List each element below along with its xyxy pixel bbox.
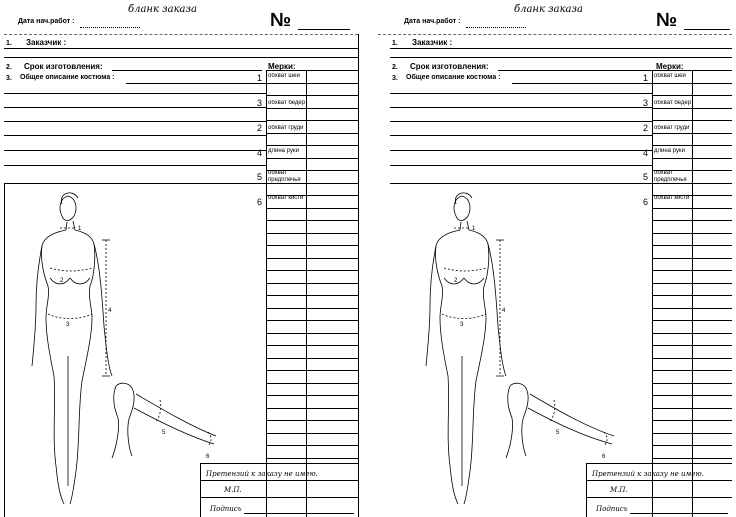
- signature-text: Подпись: [596, 505, 628, 513]
- measure-label: обхват шеи: [654, 73, 686, 79]
- stamp-text: М.П.: [224, 486, 242, 494]
- measure-num: 1: [642, 73, 648, 83]
- measurements-title: Мерки:: [268, 62, 296, 71]
- customer-line-2[interactable]: [390, 57, 732, 58]
- measure-num: 1: [256, 73, 262, 83]
- measure-label: обхват предплечья: [268, 170, 301, 183]
- description-line[interactable]: [4, 135, 266, 136]
- table-row-line: [652, 370, 732, 371]
- description-line[interactable]: [390, 150, 652, 151]
- table-row-line: [652, 445, 732, 446]
- figure-label-2: 2: [60, 278, 64, 284]
- table-row-line: [266, 145, 358, 146]
- date-field[interactable]: [80, 27, 140, 28]
- customer-label: Заказчик :: [26, 38, 67, 47]
- table-row-line: [266, 70, 358, 71]
- table-row-line: [652, 258, 732, 259]
- table-row-line: [652, 358, 732, 359]
- measure-label: длина руки: [268, 148, 299, 154]
- table-row-line: [652, 245, 732, 246]
- table-row-line: [266, 370, 358, 371]
- figure-label-2: 2: [454, 278, 458, 284]
- table-row-line: [652, 283, 732, 284]
- body-figure-sketch: [20, 186, 220, 516]
- figure-label-6: 6: [602, 454, 606, 460]
- figure-label-6: 6: [206, 454, 210, 460]
- table-row-line: [266, 345, 358, 346]
- table-row-line: [652, 233, 732, 234]
- table-row-line: [266, 245, 358, 246]
- table-row-line: [652, 145, 732, 146]
- table-row-line: [266, 295, 358, 296]
- table-row-line: [266, 133, 358, 134]
- table-row-line: [266, 120, 358, 121]
- measure-label: обхват кисти: [654, 195, 690, 201]
- figure-label-1: 1: [472, 226, 476, 232]
- table-row-line: [266, 220, 358, 221]
- table-row-line: [266, 283, 358, 284]
- table-row-line: [652, 108, 732, 109]
- stamp-text: М.П.: [610, 486, 628, 494]
- measure-num: 3: [642, 98, 648, 108]
- signature-field[interactable]: [244, 513, 354, 514]
- table-row-line: [266, 83, 358, 84]
- table-row-line: [652, 133, 732, 134]
- order-form-right: [374, 0, 736, 517]
- description-label: Общее описание костюма :: [406, 74, 501, 81]
- deadline-field[interactable]: [112, 70, 262, 71]
- table-row-line: [266, 320, 358, 321]
- table-row-line: [652, 333, 732, 334]
- description-line[interactable]: [390, 183, 652, 184]
- order-form-left: [0, 0, 362, 517]
- table-row-line: [652, 408, 732, 409]
- table-row-line: [652, 83, 732, 84]
- form-title: бланк заказа: [514, 4, 583, 15]
- measure-num: 6: [256, 197, 262, 207]
- table-row-line: [652, 70, 732, 71]
- measure-label: обхват бедер: [268, 100, 306, 106]
- measure-label: обхват кисти: [268, 195, 304, 201]
- figure-label-4: 4: [108, 308, 112, 314]
- measure-num: 6: [642, 197, 648, 207]
- description-line[interactable]: [390, 93, 652, 94]
- measure-label: обхват бедер: [654, 100, 692, 106]
- description-line[interactable]: [390, 121, 652, 122]
- table-row-line: [266, 358, 358, 359]
- figure-label-3: 3: [66, 322, 70, 328]
- description-line[interactable]: [390, 165, 652, 166]
- description-line[interactable]: [4, 150, 266, 151]
- table-row-line: [652, 208, 732, 209]
- table-row-line: [652, 308, 732, 309]
- customer-num: 1.: [392, 40, 398, 47]
- description-num: 3.: [6, 75, 12, 82]
- number-field[interactable]: [298, 29, 350, 30]
- claims-text: Претензий к заказу не имею.: [206, 470, 318, 478]
- description-line[interactable]: [390, 135, 652, 136]
- table-row-line: [652, 420, 732, 421]
- measure-num: 5: [642, 172, 648, 182]
- measure-num: 2: [256, 123, 262, 133]
- form-title: бланк заказа: [128, 4, 197, 15]
- description-label: Общее описание костюма :: [20, 74, 115, 81]
- table-row-line: [266, 395, 358, 396]
- customer-field[interactable]: [390, 48, 732, 49]
- description-field[interactable]: [512, 83, 652, 84]
- measure-num: 5: [256, 172, 262, 182]
- deadline-num: 2.: [392, 64, 398, 71]
- date-label: Дата нач.работ :: [404, 18, 461, 25]
- divider: [4, 34, 358, 35]
- table-row-line: [652, 220, 732, 221]
- number-sign: №: [270, 10, 292, 31]
- measurements-title: Мерки:: [656, 62, 684, 71]
- table-row-line: [266, 233, 358, 234]
- description-line[interactable]: [4, 165, 266, 166]
- sign-line: [200, 480, 358, 481]
- number-sign: №: [656, 10, 678, 31]
- table-row-line: [266, 258, 358, 259]
- description-line[interactable]: [4, 107, 266, 108]
- table-row-line: [266, 308, 358, 309]
- table-row-line: [652, 158, 732, 159]
- table-row-line: [266, 158, 358, 159]
- table-row-line: [652, 270, 732, 271]
- measurements-table-border: [652, 70, 653, 517]
- table-row-line: [652, 433, 732, 434]
- figure-label-3: 3: [460, 322, 464, 328]
- measurements-table-divider: [692, 70, 693, 517]
- sign-line: [200, 463, 358, 464]
- measurements-table-border: [266, 70, 267, 517]
- table-row-line: [652, 320, 732, 321]
- deadline-label: Срок изготовления:: [410, 62, 489, 71]
- claims-text: Претензий к заказу не имею.: [592, 470, 704, 478]
- measure-num: 3: [256, 98, 262, 108]
- table-row-line: [652, 345, 732, 346]
- description-line[interactable]: [390, 107, 652, 108]
- body-figure-sketch: [414, 186, 624, 516]
- description-line[interactable]: [4, 183, 266, 184]
- figure-label-4: 4: [502, 308, 506, 314]
- number-field[interactable]: [684, 29, 730, 30]
- measure-label: обхват шеи: [268, 73, 300, 79]
- measure-num: 4: [642, 148, 648, 158]
- page-right-border: [358, 34, 359, 517]
- description-num: 3.: [392, 75, 398, 82]
- deadline-num: 2.: [6, 64, 12, 71]
- customer-field[interactable]: [4, 48, 358, 49]
- signature-field[interactable]: [630, 513, 728, 514]
- table-row-line: [266, 433, 358, 434]
- table-row-line: [266, 208, 358, 209]
- customer-label: Заказчик :: [412, 38, 453, 47]
- table-row-line: [652, 295, 732, 296]
- table-row-line: [652, 95, 732, 96]
- date-field[interactable]: [466, 27, 526, 28]
- customer-num: 1.: [6, 40, 12, 47]
- measure-label: обхват груди: [268, 125, 304, 131]
- customer-line-2[interactable]: [4, 57, 358, 58]
- divider: [378, 34, 732, 35]
- date-label: Дата нач.работ :: [18, 18, 75, 25]
- figure-label-1: 1: [78, 226, 82, 232]
- table-row-line: [652, 395, 732, 396]
- description-line[interactable]: [4, 93, 266, 94]
- table-row-line: [652, 120, 732, 121]
- measure-num: 4: [256, 148, 262, 158]
- table-row-line: [652, 383, 732, 384]
- sign-line: [200, 497, 358, 498]
- signature-text: Подпись: [210, 505, 242, 513]
- deadline-field[interactable]: [498, 70, 652, 71]
- table-row-line: [266, 95, 358, 96]
- table-row-line: [266, 270, 358, 271]
- figure-label-5: 5: [556, 430, 560, 436]
- measure-label: обхват предплечья: [654, 170, 687, 183]
- table-row-line: [266, 445, 358, 446]
- figure-label-5: 5: [162, 430, 166, 436]
- description-line[interactable]: [4, 121, 266, 122]
- table-row-line: [266, 408, 358, 409]
- table-row-line: [266, 420, 358, 421]
- measure-label: длина руки: [654, 148, 685, 154]
- table-row-line: [266, 333, 358, 334]
- measure-label: обхват груди: [654, 125, 690, 131]
- table-row-line: [266, 383, 358, 384]
- deadline-label: Срок изготовления:: [24, 62, 103, 71]
- description-field[interactable]: [126, 83, 266, 84]
- table-row-line: [652, 458, 732, 459]
- figure-area-border: [4, 183, 5, 517]
- measurements-table-divider: [306, 70, 307, 517]
- measure-num: 2: [642, 123, 648, 133]
- table-row-line: [266, 108, 358, 109]
- table-row-line: [266, 458, 358, 459]
